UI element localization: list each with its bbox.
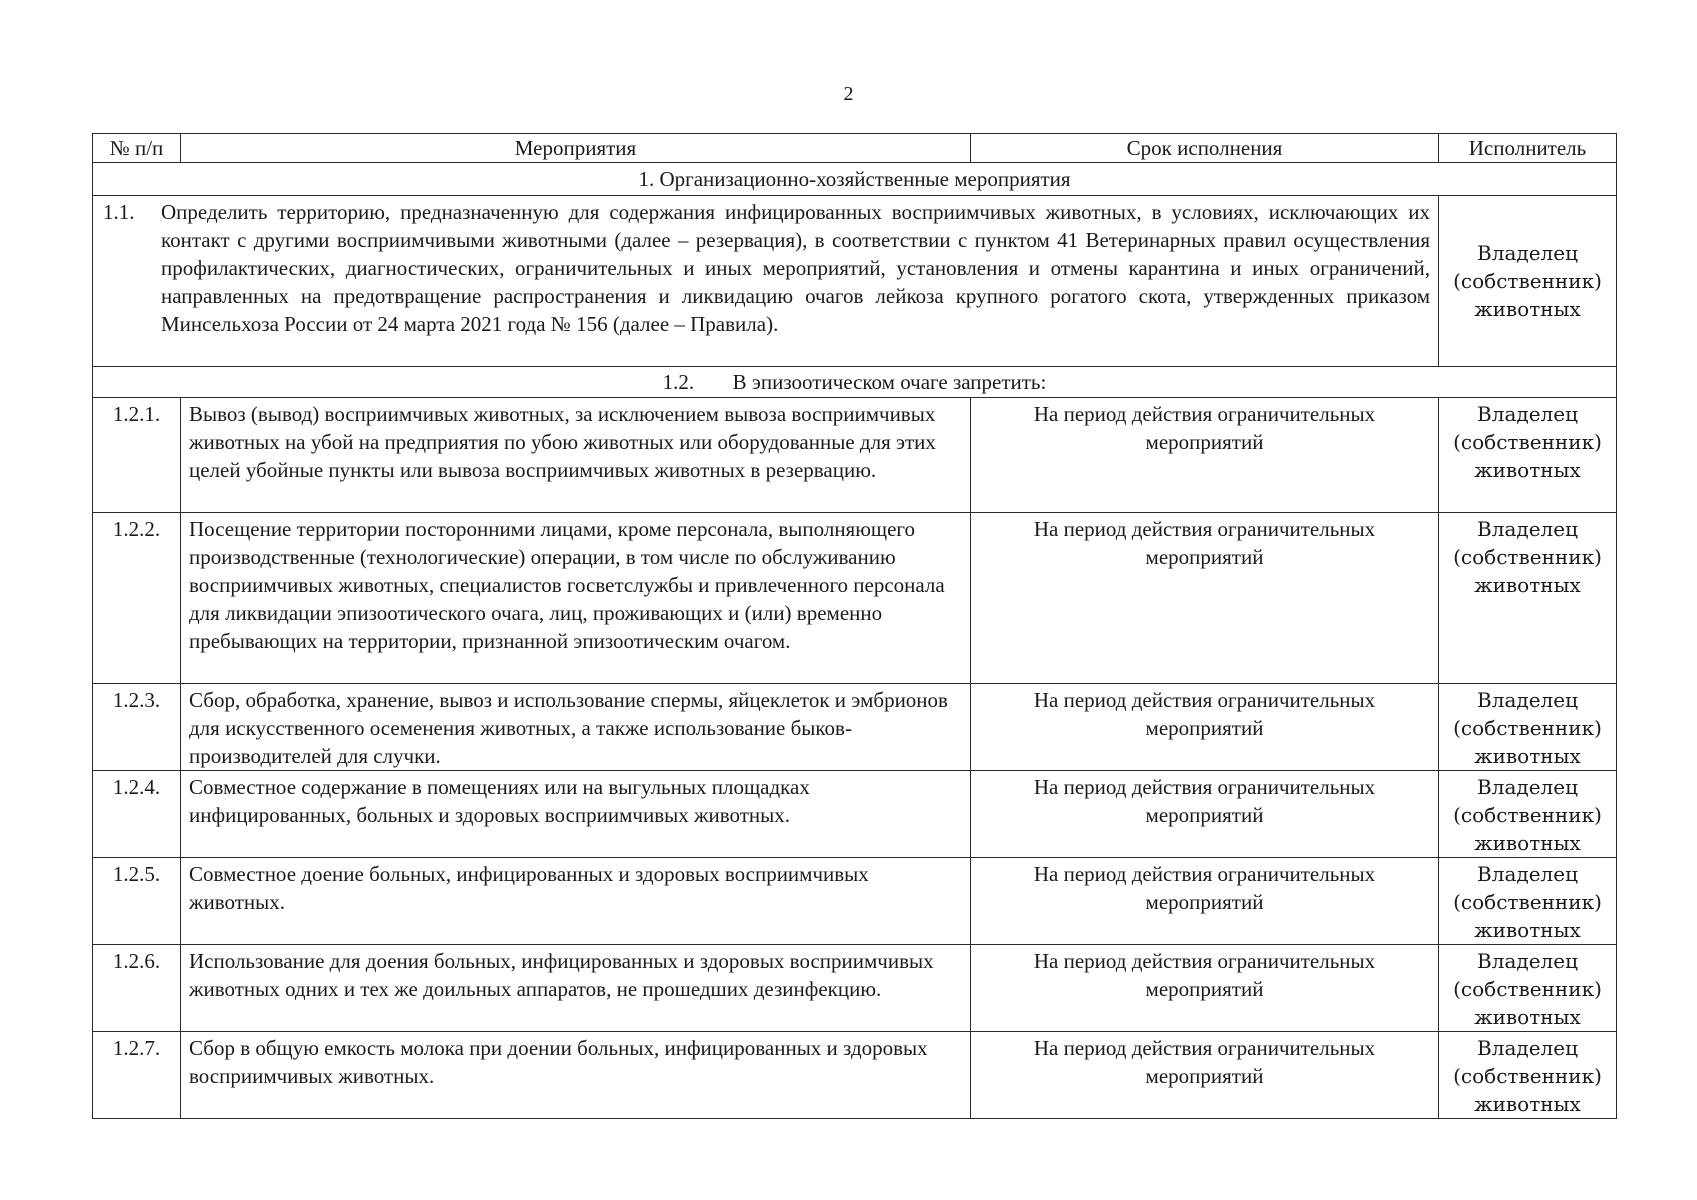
table-header-row [93, 134, 1617, 163]
table-row [93, 858, 1617, 945]
table-row [93, 684, 1617, 771]
row-executor: Владелец (собственник) животных [1439, 1032, 1617, 1119]
row-num: 1.2.2. [93, 513, 181, 684]
row-executor: Владелец (собственник) животных [1439, 513, 1617, 684]
subsection-num: 1.2. [662, 370, 695, 394]
subsection-row [93, 367, 1617, 398]
section-row [93, 163, 1617, 196]
row-activity: Вывоз (вывод) восприимчивых животных, за исключением вывоза восприимчивых животных на убой на предприятия по убою животных или оборудованные для этих целей убойные пункты или вывоза восприимчивых животных в резервацию. [181, 398, 971, 513]
row-num: 1.2.3. [93, 684, 181, 771]
table-row [93, 771, 1617, 858]
row-term: На период действия ограничительных мероприятий [971, 858, 1439, 945]
row-term: На период действия ограничительных мероприятий [971, 1032, 1439, 1119]
header-activity: Мероприятия [181, 134, 971, 163]
row-num: 1.2.7. [93, 1032, 181, 1119]
row-activity: Посещение территории посторонними лицами, кроме персонала, выполняющего производственные (технологические) операции, в том числе по обслуживанию восприимчивых животных, специалистов госветслужбы и привлеченного персонала для ликвидации эпизоотического очага, лиц, проживающих и (или) временно пребывающих на территории, признанной эпизоотическим очагом. [181, 513, 971, 684]
intro-num: 1.1. [103, 200, 135, 224]
intro-executor: Владелец (собственник) животных [1439, 196, 1617, 367]
row-executor: Владелец (собственник) животных [1439, 771, 1617, 858]
subsection-title: В эпизоотическом очаге запретить: [732, 370, 1047, 394]
intro-text: Определить территорию, предназначенную для содержания инфицированных восприимчивых животных, в условиях, исключающих их контакт с другими восприимчивыми животными (далее – резервация), в соответствии с пунктом 41 Ветеринарных правил осуществления профилактических, диагностических, ограничительных и иных мероприятий, установления и отмены карантина и иных ограничений, направленных на предотвращение распространения и ликвидацию очагов лейкоза крупного рогатого скота, утвержденных приказом Минсельхоза России от 24 марта 2021 года № 156 (далее – Правила). [161, 200, 1430, 336]
row-executor: Владелец (собственник) животных [1439, 398, 1617, 513]
row-activity: Сбор в общую емкость молока при доении больных, инфицированных и здоровых восприимчивых животных. [181, 1032, 971, 1119]
row-num: 1.2.6. [93, 945, 181, 1032]
header-num: № п/п [93, 134, 181, 163]
row-term: На период действия ограничительных мероприятий [971, 398, 1439, 513]
row-num: 1.2.1. [93, 398, 181, 513]
page-number: 2 [843, 83, 854, 105]
row-term: На период действия ограничительных мероприятий [971, 513, 1439, 684]
table-row [93, 196, 1617, 367]
row-activity: Сбор, обработка, хранение, вывоз и использование спермы, яйцеклеток и эмбрионов для искусственного осеменения животных, а также использование быков-производителей для случки. [181, 684, 971, 771]
table-row [93, 1032, 1617, 1119]
row-term: На период действия ограничительных мероприятий [971, 945, 1439, 1032]
row-activity: Использование для доения больных, инфицированных и здоровых восприимчивых животных одних и тех же доильных аппаратов, не прошедших дезинфекцию. [181, 945, 971, 1032]
row-num: 1.2.5. [93, 858, 181, 945]
row-activity: Совместное содержание в помещениях или на выгульных площадках инфицированных, больных и здоровых восприимчивых животных. [181, 771, 971, 858]
row-executor: Владелец (собственник) животных [1439, 858, 1617, 945]
row-executor: Владелец (собственник) животных [1439, 945, 1617, 1032]
subsection-cell [93, 367, 1617, 398]
header-executor: Исполнитель [1439, 134, 1617, 163]
measures-table [92, 133, 1617, 1119]
row-executor: Владелец (собственник) животных [1439, 684, 1617, 771]
intro-cell [93, 196, 1439, 367]
row-term: На период действия ограничительных мероприятий [971, 684, 1439, 771]
section-title: 1. Организационно-хозяйственные мероприятия [93, 163, 1617, 196]
row-activity: Совместное доение больных, инфицированных и здоровых восприимчивых животных. [181, 858, 971, 945]
row-term: На период действия ограничительных мероприятий [971, 771, 1439, 858]
table-row [93, 398, 1617, 513]
table-row [93, 513, 1617, 684]
header-term: Срок исполнения [971, 134, 1439, 163]
table-row [93, 945, 1617, 1032]
row-num: 1.2.4. [93, 771, 181, 858]
